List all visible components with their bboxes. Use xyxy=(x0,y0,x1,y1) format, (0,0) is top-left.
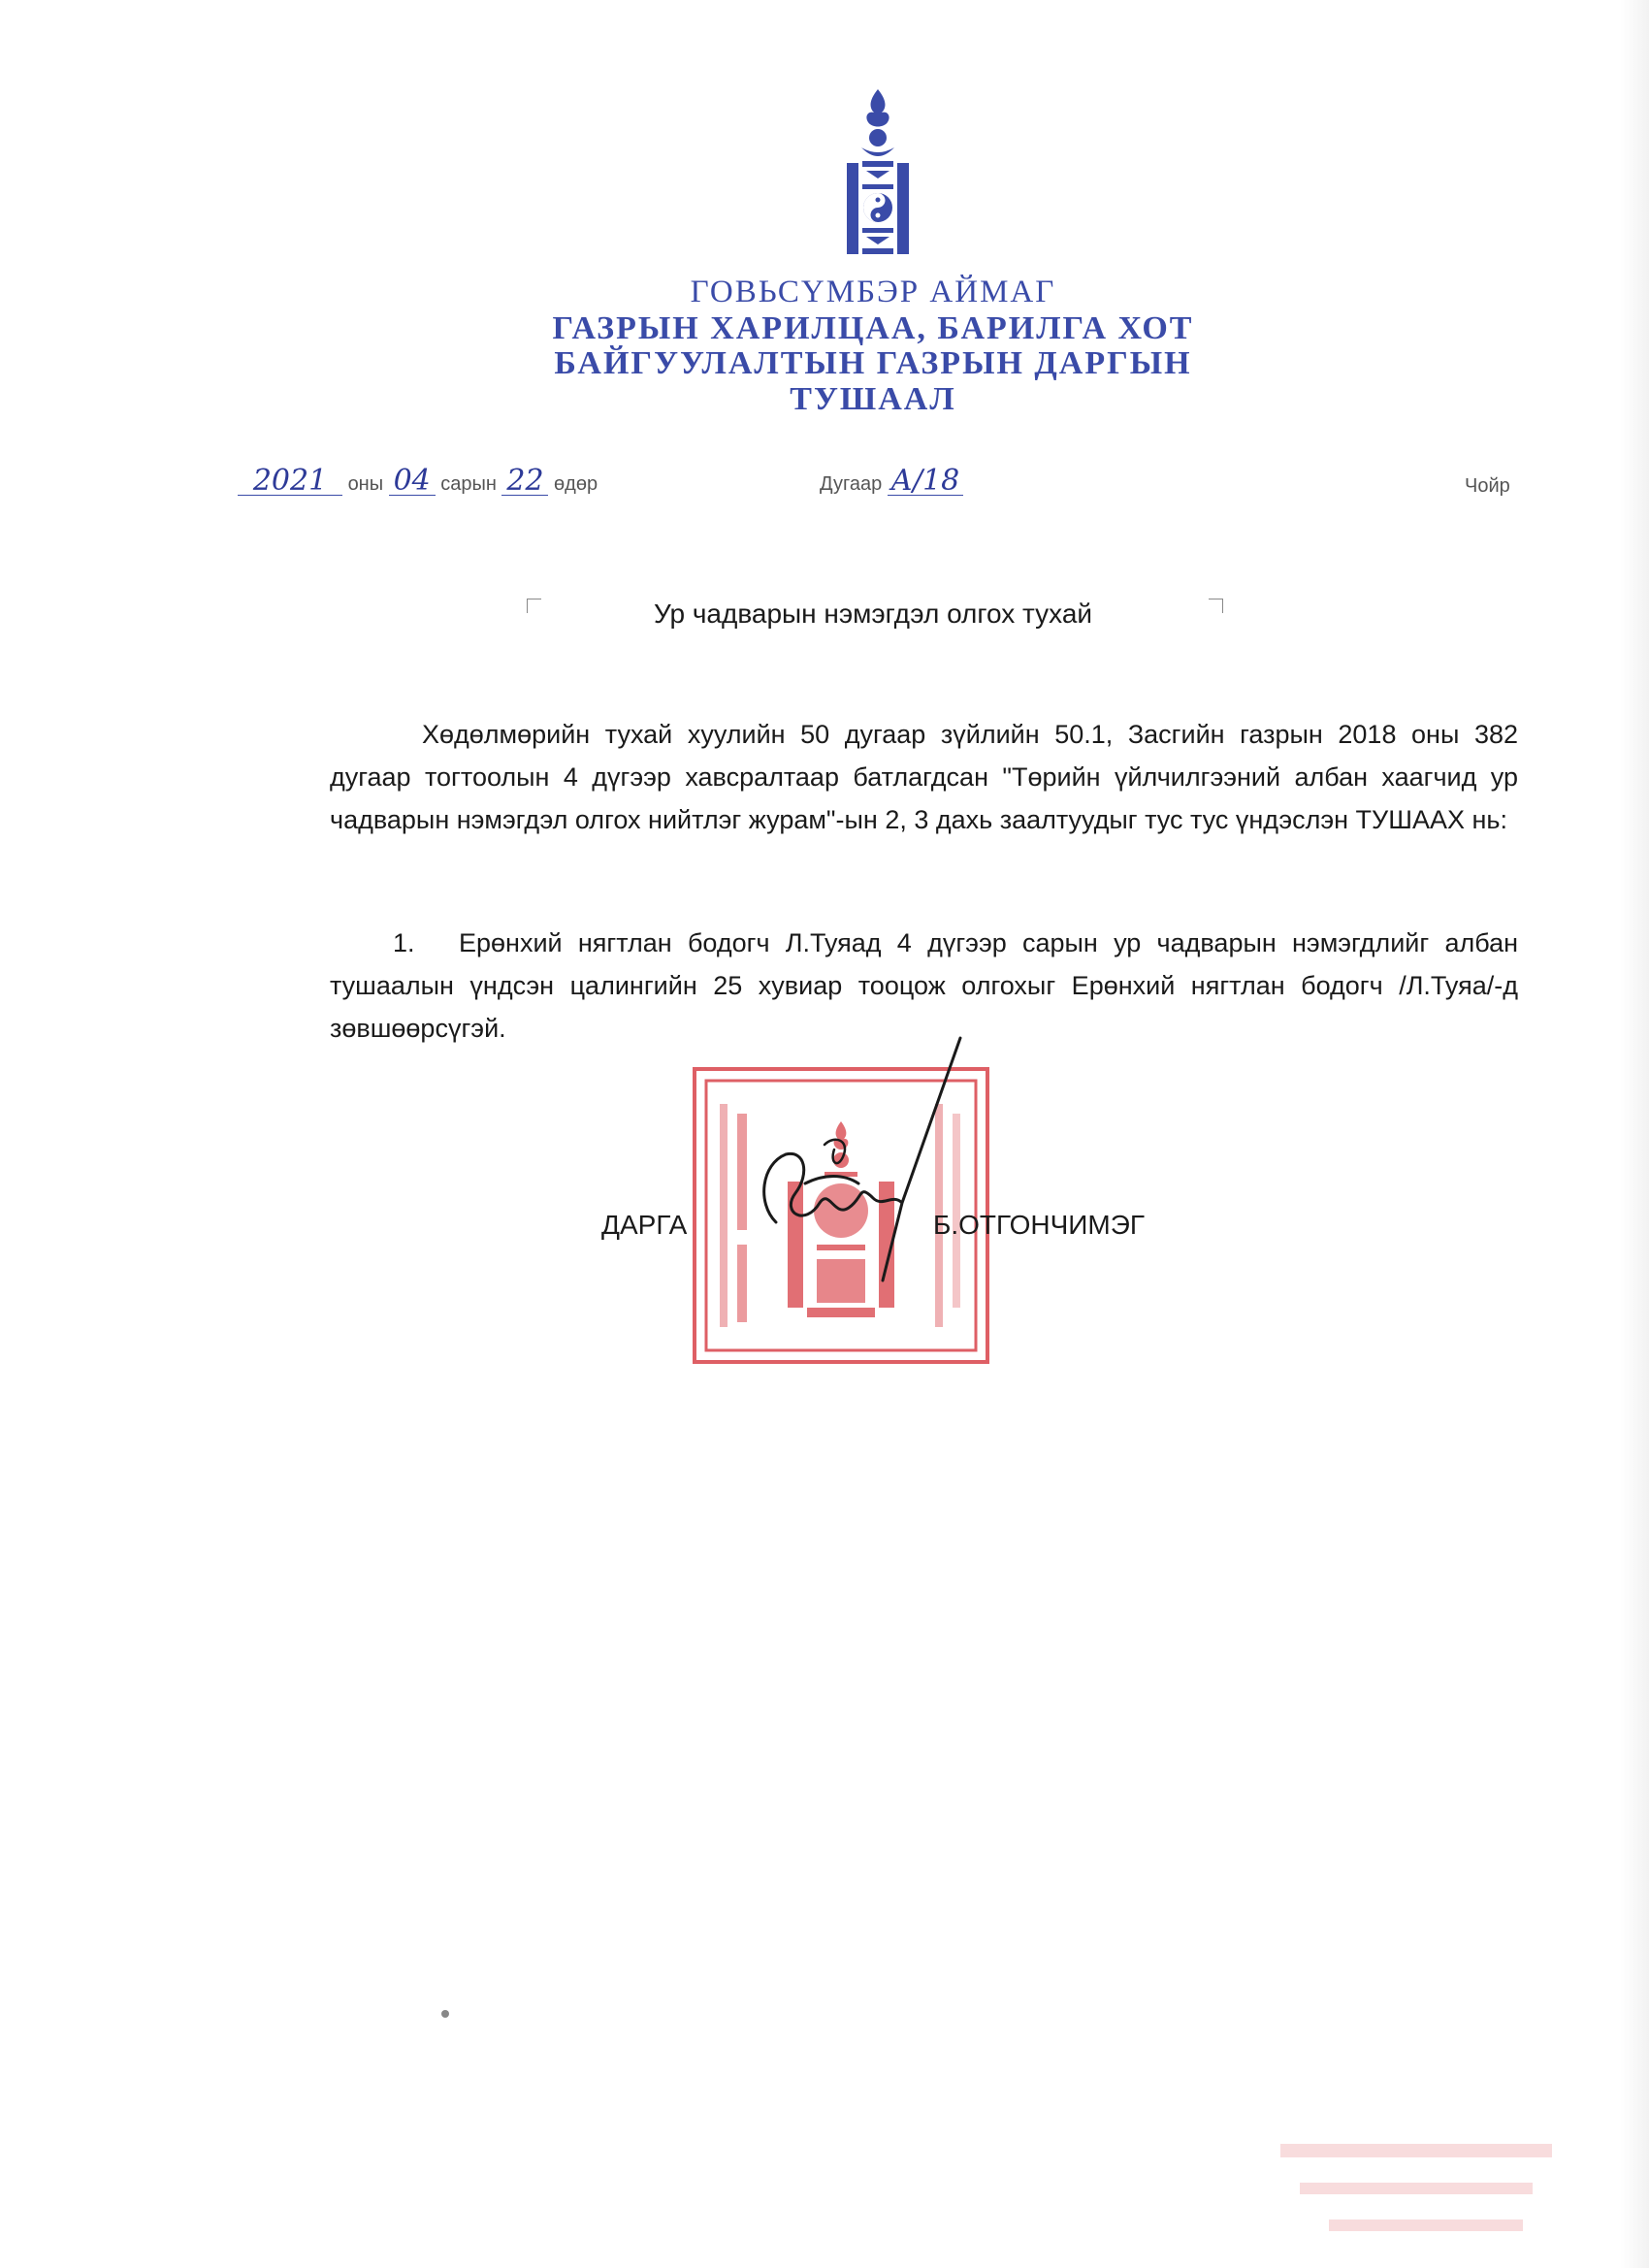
item-1-text: Ерөнхий нягтлан бодогч Л.Туяад 4 дүгээр сарын ур чадварын нэмэгдлийг албан тушаалын үндсэн цалингийн 25 хувиар тооцож олгохыг Ерөнхий нягтлан бодогч /Л.Туяа/-д зөвшөөрсүгэй. xyxy=(330,928,1518,1043)
header-aimag: ГОВЬСҮМБЭР АЙМАГ xyxy=(690,275,1056,309)
date-day: 22 xyxy=(501,468,548,496)
signatory-title: ДАРГА xyxy=(601,1210,688,1240)
soyombo-emblem-icon xyxy=(829,87,926,262)
header-org-line-2: БАЙГУУЛАЛТЫН ГАЗРЫН ДАРГЫН xyxy=(554,345,1192,381)
header-org-line-1: ГАЗРЫН ХАРИЛЦАА, БАРИЛГА ХОТ xyxy=(552,310,1194,346)
number-field xyxy=(820,464,963,498)
body-paragraph-1 xyxy=(330,713,1518,841)
paragraph-1-text: Хөдөлмөрийн тухай хуулийн 50 дугаар зүйлийн 50.1, Засгийн газрын 2018 оны 382 дугаар тогтоолын 4 дүгээр хавсралтаар батлагдсан "Төрийн үйлчилгээний албан хаагчид ур чадварын нэмэгдэл олгох нийтлэг журам"-ын 2, 3 дахь заалтуудыг тус тус үндэслэн ТУШААХ нь: xyxy=(330,720,1518,834)
date-field xyxy=(238,464,598,498)
place-name: Чойр xyxy=(1465,475,1510,497)
date-year: 2021 xyxy=(238,468,342,496)
number-label: Дугаар xyxy=(820,473,883,495)
item-1-number: 1. xyxy=(393,928,415,957)
header-doc-type: ТУШААЛ xyxy=(790,381,956,417)
date-month: 04 xyxy=(389,468,436,496)
document-number: А/18 xyxy=(888,468,963,496)
date-day-label: өдөр xyxy=(554,473,598,495)
bleed-through-stamp xyxy=(1271,2134,1581,2251)
date-month-label: сарын xyxy=(440,473,497,495)
signatory-name: Б.ОТГОНЧИМЭГ xyxy=(933,1210,1146,1240)
scan-speck xyxy=(441,2010,449,2018)
subject-title: Ур чадварын нэмэгдэл олгох тухай xyxy=(653,599,1093,629)
handwritten-signature xyxy=(737,1028,980,1319)
date-year-label: оны xyxy=(347,473,384,495)
